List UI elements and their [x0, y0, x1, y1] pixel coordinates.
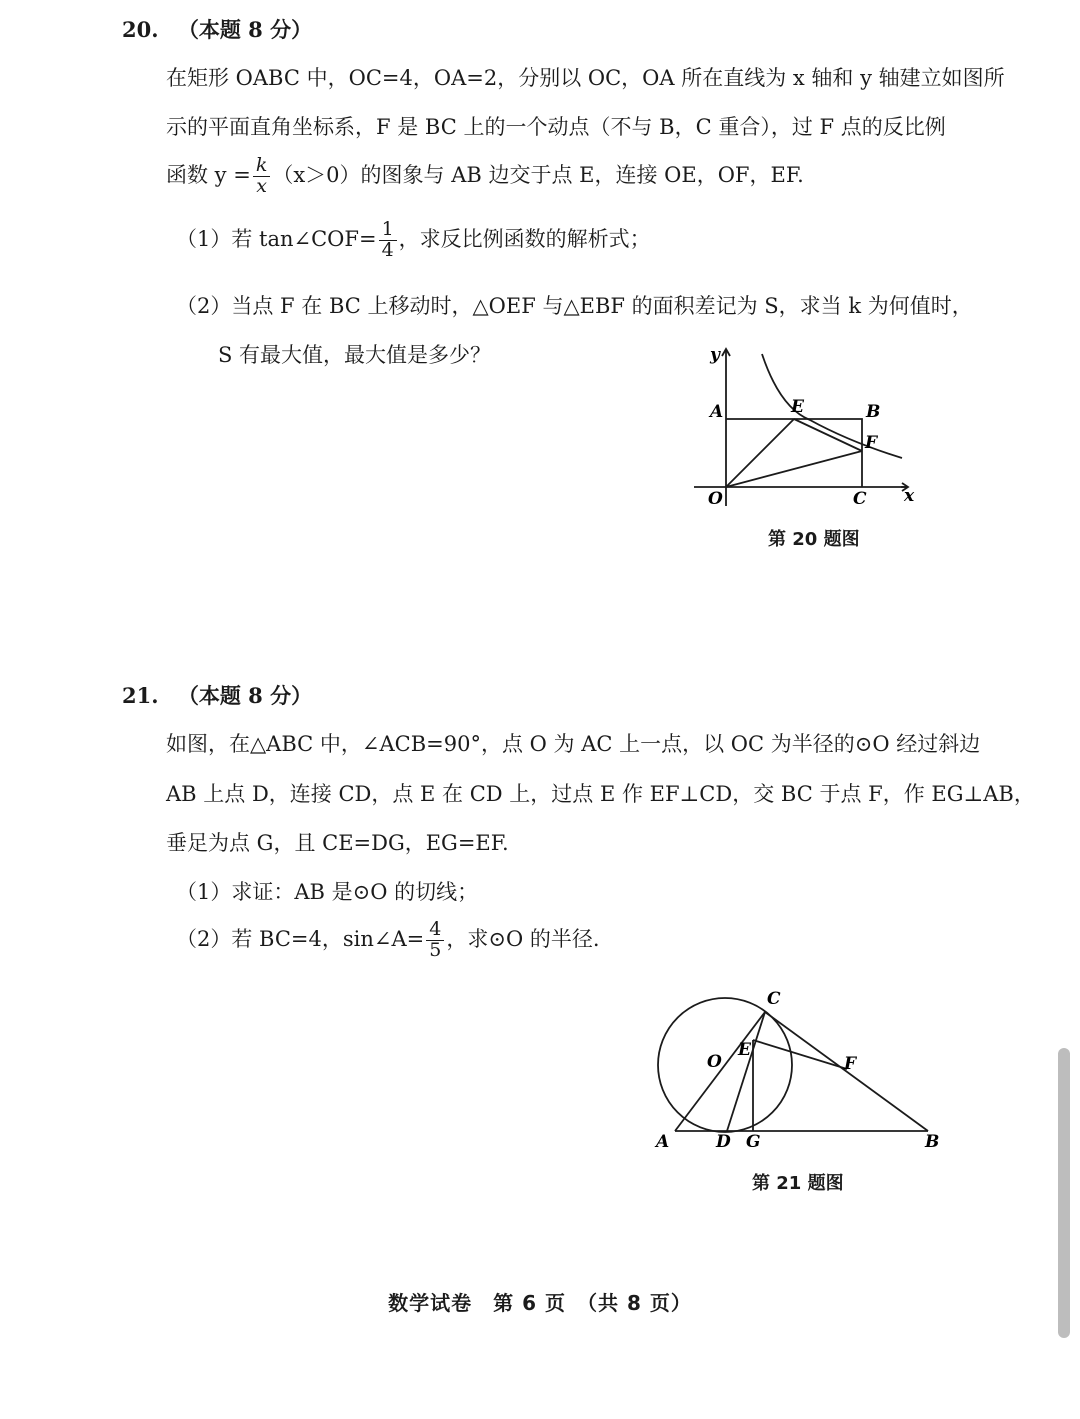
hyperbola-curve: [762, 354, 902, 458]
label-b: B: [925, 1132, 940, 1152]
q20-sub1-fraction: [379, 220, 397, 261]
q20-line3: [166, 156, 804, 197]
q20-line1: 在矩形 OABC 中，OC=4，OA=2，分别以 OC，OA 所在直线为 x 轴和 y 轴建立如图所: [166, 66, 1005, 90]
segment-ef: [753, 1040, 847, 1069]
q20-caption: 第 20 题图: [768, 529, 860, 550]
label-g: G: [746, 1132, 761, 1152]
q21-line2: AB 上点 D，连接 CD，点 E 在 CD 上，过点 E 作 EF⊥CD，交 BC 于点 F，作 EG⊥AB，: [166, 782, 1035, 806]
q20-sub1-post: ，求反比例函数的解析式；: [398, 226, 651, 251]
page-footer: 数学试卷 第 6 页 （共 8 页）: [388, 1291, 692, 1315]
q21-sub2-fraction: [426, 920, 444, 961]
segment-of: [726, 451, 862, 487]
scrollbar[interactable]: [1058, 1048, 1070, 1338]
q21-figure: [650, 985, 950, 1159]
label-o: O: [708, 489, 723, 509]
label-f: F: [844, 1054, 857, 1074]
segment-oe: [726, 419, 794, 487]
label-e: E: [738, 1040, 751, 1060]
q20-line3-post: （x＞0）的图象与 AB 边交于点 E，连接 OE，OF，EF.: [272, 162, 804, 187]
label-x: x: [904, 486, 915, 506]
q20-points: （本题 8 分）: [177, 17, 313, 42]
q20-line3-pre: 函数 y =: [166, 162, 251, 187]
q21-sub2-num: 4: [426, 920, 444, 941]
segment-cd: [727, 1012, 765, 1131]
q21-line3: 垂足为点 G，且 CE=DG，EG=EF.: [166, 831, 509, 855]
label-o: O: [707, 1052, 722, 1072]
q20-sub2-line1: （2）当点 F 在 BC 上移动时，△OEF 与△EBF 的面积差记为 S，求当 k 为何值时，: [176, 294, 973, 318]
q21-sub2-den: 5: [429, 938, 442, 961]
q21-number: 21.: [122, 683, 159, 708]
q21-sub2-pre: （2）若 BC=4，sin∠A=: [176, 926, 425, 951]
label-d: D: [716, 1132, 731, 1152]
q20-number: 20.: [122, 17, 159, 42]
q20-header: [122, 14, 312, 44]
q21-sub1: （1）求证：AB 是⊙O 的切线；: [176, 880, 479, 904]
q21-header: [122, 680, 312, 710]
label-a: A: [656, 1132, 670, 1152]
q20-sub1-den: 4: [381, 238, 394, 261]
rectangle-oabc: [726, 419, 862, 487]
label-e: E: [791, 397, 804, 417]
q20-sub1-num: 1: [379, 220, 397, 241]
q20-figure: [690, 340, 920, 514]
q21-caption: 第 21 题图: [752, 1173, 844, 1194]
q20-line2: 示的平面直角坐标系，F 是 BC 上的一个动点（不与 B，C 重合），过 F 点的反比例: [166, 115, 946, 139]
q20-sub1: [176, 220, 651, 261]
label-c: C: [767, 989, 781, 1009]
q20-sub2-line2: S 有最大值，最大值是多少？: [218, 343, 492, 367]
label-y: y: [710, 345, 720, 365]
label-f: F: [865, 433, 878, 453]
q21-points: （本题 8 分）: [177, 683, 313, 708]
q20-sub1-pre: （1）若 tan∠COF=: [176, 226, 377, 251]
q21-sub2-post: ，求⊙O 的半径.: [446, 926, 600, 951]
segment-ef: [794, 419, 862, 451]
q21-sub2: [176, 920, 600, 961]
q21-diagram: [650, 985, 950, 1155]
label-c: C: [853, 489, 867, 509]
q20-fraction: [253, 156, 271, 197]
q20-fraction-den: x: [256, 174, 267, 197]
q20-fraction-num: k: [253, 156, 271, 177]
q20-diagram: [690, 340, 920, 510]
q21-line1: 如图，在△ABC 中，∠ACB=90°，点 O 为 AC 上一点，以 OC 为半径的⊙O 经过斜边: [166, 732, 981, 756]
label-a: A: [710, 402, 724, 422]
label-b: B: [866, 402, 881, 422]
